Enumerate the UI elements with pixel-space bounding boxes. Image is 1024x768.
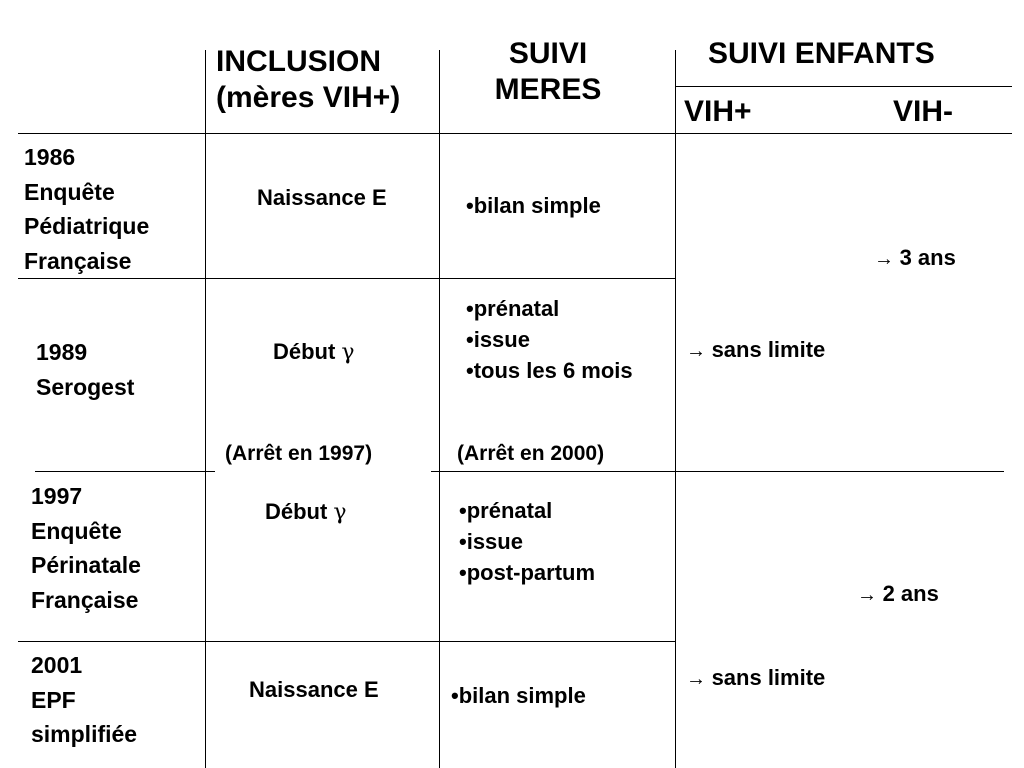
inclusion-cell-1997 <box>265 500 346 525</box>
enfants-duration-text: 3 ans <box>899 245 956 270</box>
suivi-meres-list-1989 <box>466 293 633 387</box>
enfants-duration-1997 <box>857 582 939 606</box>
row-label-1997 <box>31 479 141 617</box>
gamma-symbol: γ <box>341 340 355 365</box>
inclusion-cell-1986: Naissance E <box>257 185 387 210</box>
header-vih-positive: VIH+ <box>684 95 752 128</box>
header-inclusion-line1: INCLUSION <box>216 45 381 78</box>
list-item: • issue <box>466 324 633 355</box>
row-label-line: 1997 <box>31 483 83 509</box>
header-inclusion-line2: (mères VIH+) <box>216 81 401 114</box>
col-divider-1 <box>205 50 206 768</box>
list-item: • issue <box>459 526 595 557</box>
row-label-line: Française <box>24 247 132 274</box>
row-label-line: Pédiatrique <box>24 213 150 239</box>
header-suivi-meres <box>486 36 610 108</box>
suivi-meres-list-1986 <box>466 190 601 221</box>
inclusion-text: Début <box>273 339 336 364</box>
row-divider-2-right <box>431 471 1004 472</box>
list-item: • prénatal <box>459 495 595 526</box>
list-item: • bilan simple <box>466 190 601 221</box>
row-label-2001 <box>31 648 137 752</box>
header-vih-negative: VIH- <box>893 95 953 128</box>
suivi-meres-list-2001 <box>451 680 586 711</box>
row-label-line: Serogest <box>36 373 135 400</box>
row-divider-3 <box>18 641 675 642</box>
col-divider-3 <box>675 50 676 768</box>
enfants-duration-2001 <box>686 666 825 690</box>
row-divider-1 <box>18 278 675 279</box>
row-label-line: 1986 <box>24 144 76 170</box>
list-item: • prénatal <box>466 293 633 324</box>
inclusion-cell-2001: Naissance E <box>249 677 379 702</box>
list-item: • post-partum <box>459 557 595 588</box>
row-label-line: EPF <box>31 686 76 713</box>
row-label-line: 1989 <box>36 339 88 365</box>
suivi-meres-list-1997 <box>459 495 595 589</box>
header-suivi-meres-line2: MERES <box>494 73 602 106</box>
header-enfants-divider <box>675 86 1012 87</box>
header-suivi-enfants: SUIVI ENFANTS <box>708 37 935 70</box>
row-label-line: Enquête <box>24 178 115 205</box>
inclusion-cell-1989 <box>273 340 354 365</box>
list-item: • bilan simple <box>451 680 586 711</box>
enfants-duration-1986 <box>874 246 956 270</box>
inclusion-note-1989: (Arrêt en 1997) <box>225 442 373 465</box>
row-label-line: Enquête <box>31 517 122 544</box>
row-divider-2-left <box>35 471 215 472</box>
row-label-line: Française <box>31 586 139 613</box>
row-label-1986 <box>24 140 149 278</box>
row-label-line: simplifiée <box>31 721 138 747</box>
row-label-1989 <box>36 335 134 404</box>
suivi-meres-note-1989: (Arrêt en 2000) <box>457 442 605 465</box>
header-bottom-border <box>18 133 1012 134</box>
inclusion-text: Début <box>265 499 328 524</box>
enfants-duration-1989 <box>686 338 825 362</box>
enfants-duration-text: sans limite <box>711 665 826 690</box>
header-inclusion <box>216 44 400 116</box>
col-divider-2 <box>439 50 440 768</box>
row-label-line: 2001 <box>31 652 83 678</box>
enfants-duration-text: 2 ans <box>882 581 939 606</box>
gamma-symbol: γ <box>333 500 347 525</box>
row-label-line: Périnatale <box>31 552 141 578</box>
header-suivi-meres-line1: SUIVI <box>508 37 588 70</box>
list-item: • tous les 6 mois <box>466 355 633 386</box>
enfants-duration-text: sans limite <box>711 337 826 362</box>
